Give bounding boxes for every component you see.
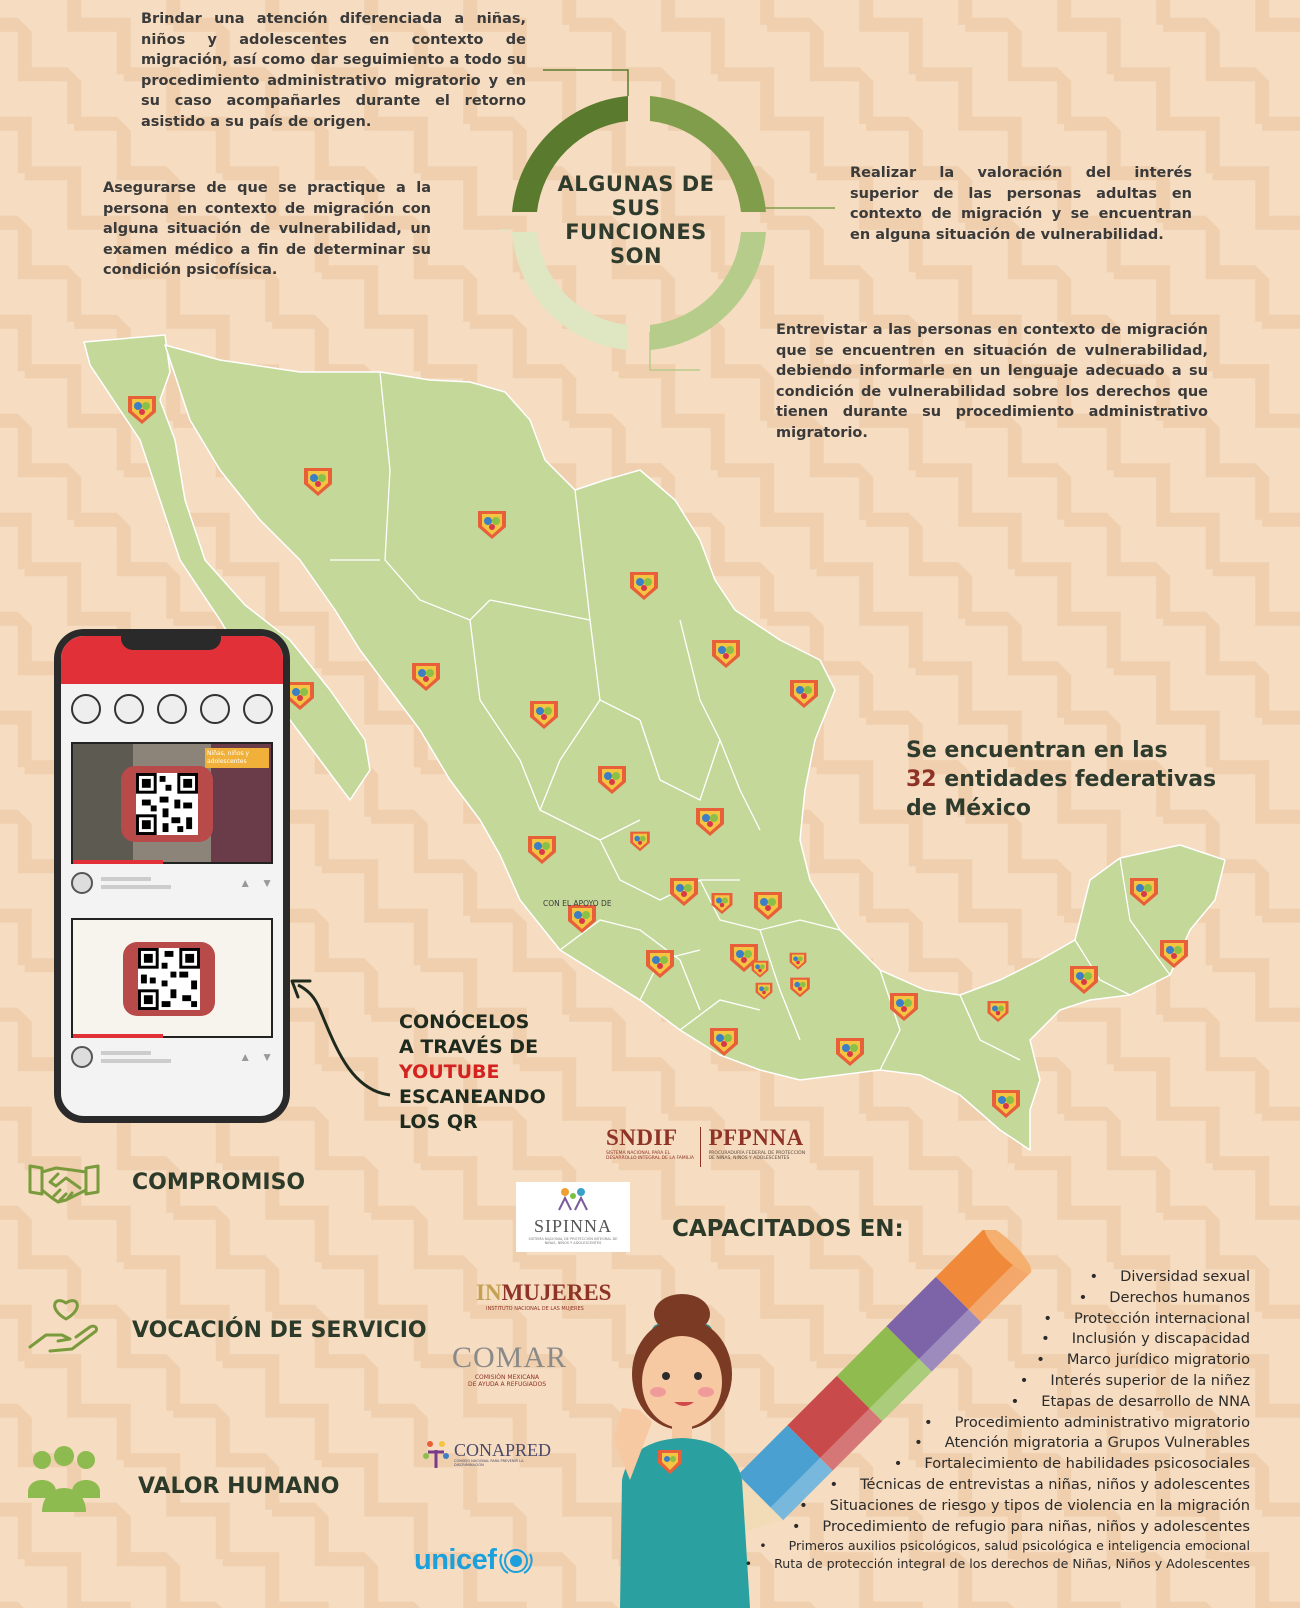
training-topic [690,1475,1250,1496]
meta-placeholder [101,1051,239,1063]
phone-mockup [54,629,290,1123]
qr-code-2[interactable] [123,942,215,1016]
training-title: CAPACITADOS EN: [672,1216,904,1242]
qr-code-1[interactable] [121,766,213,842]
topic-text: Procedimiento administrativo migratorio [954,1413,1250,1431]
function-text-1: Brindar una atención diferenciada a niñas, niños y adolescentes en contexto de migración, así como dar seguimiento a todo su procedimiento administrativo migratorio y en su caso acompañarles durante el retorno asistido a su país de origen. [141,11,526,130]
function-text-2: Asegurarse de que se practique a la persona en contexto de migración con alguna situación de vulnerabilidad, un examen médico a fin de determinar su condición psicofísica. [103,180,431,278]
bullet-icon: • [791,1517,801,1535]
presence-line-2: entidades federativas [944,767,1217,792]
logo-sndif: SNDIF [606,1125,678,1150]
training-topics-list [690,1267,1250,1573]
bullet-icon: • [1036,1351,1045,1369]
presence-statement [906,736,1226,823]
logo-unicef [414,1544,534,1577]
phone-header [61,636,283,684]
logo-inmujeres-a: IN [476,1280,502,1305]
training-topic [690,1392,1250,1413]
bullet-icon: • [1089,1268,1099,1285]
map-small-label: CON EL APOYO DE [543,899,612,908]
story-circle[interactable] [71,694,101,724]
bullet-icon: • [1019,1371,1029,1389]
logo-conapred-sub: CONSEJO NACIONAL PARA PREVENIR LA DISCRIMINACIÓN [454,1459,524,1467]
handshake-icon [28,1160,100,1208]
logo-pfpnna-sub: PROCURADURÍA FEDERAL DE PROTECCIÓN DE NIÑAS, NIÑOS Y ADOLESCENTES [708,1151,806,1161]
bullet-icon: • [893,1455,903,1473]
like-icon[interactable]: ▲ [239,876,252,890]
logo-inmujeres-b: MUJERES [501,1280,612,1305]
training-topic [690,1329,1250,1350]
value-humano: VALOR HUMANO [138,1474,340,1499]
story-circle[interactable] [157,694,187,724]
training-topic [690,1267,1250,1288]
video-thumbnail-1[interactable] [71,742,273,864]
training-topic [690,1454,1250,1475]
logo-sipinna-sub: SISTEMA NACIONAL DE PROTECCIÓN INTEGRAL DE NIÑAS, NIÑOS Y ADOLESCENTES [528,1237,618,1245]
topic-text: Fortalecimiento de habilidades psicosociales [924,1455,1250,1473]
story-circles [61,684,283,734]
topic-text: Etapas de desarrollo de NNA [1041,1392,1250,1410]
topic-text: Marco jurídico migratorio [1066,1351,1250,1369]
logo-pfpnna: PFPNNA [708,1125,804,1150]
training-topic [690,1496,1250,1517]
meta-placeholder [101,877,239,889]
unicef-globe-icon [498,1546,534,1576]
training-topic [690,1413,1250,1434]
presence-line-3: de México [906,796,1032,821]
topic-text: Situaciones de riesgo y tipos de violencia en la migración [829,1496,1250,1514]
meta-line [101,877,151,881]
training-topic [690,1309,1250,1330]
topic-text: Inclusión y discapacidad [1071,1330,1250,1348]
presence-number: 32 [906,767,937,792]
logo-sipinna-text: SIPINNA [533,1216,612,1236]
bullet-icon: • [1043,1309,1053,1327]
bullet-icon: • [914,1434,923,1452]
story-circle[interactable] [114,694,144,724]
group-people-icon [28,1446,100,1514]
channel-avatar[interactable] [71,1046,93,1068]
cta-line-4: ESCANEANDO [399,1086,546,1108]
dislike-icon[interactable]: ▼ [261,876,273,890]
cta-youtube[interactable]: YOUTUBE [399,1061,500,1083]
function-text-3: Realizar la valoración del interés superior de las personas adultas en contexto de migración y se encuentran en alguna situación de vulnerabilidad. [850,165,1192,243]
logo-unicef-text: unicef [414,1544,497,1576]
ring-title: ALGUNAS DE SUS FUNCIONES SON [557,172,715,268]
like-icon[interactable]: ▲ [239,1050,252,1064]
logo-sndif-pfpnna [606,1125,806,1167]
sipinna-figures-icon [553,1186,593,1212]
cta-line-1: CONÓCELOS [399,1011,530,1033]
topic-text: Ruta de protección integral de los derechos de Niñas, Niños y Adolescentes [774,1556,1250,1572]
topic-text: Atención migratoria a Grupos Vulnerables [944,1434,1250,1452]
logo-comar-sub2: DE AYUDA A REFUGIADOS [467,1381,547,1388]
video-caption-line-1: Niñas, niños y [207,750,250,757]
progress-bar [73,860,163,864]
training-topic [690,1537,1250,1555]
conapred-symbol-icon [420,1438,452,1470]
training-topic [690,1433,1250,1454]
cta-line-5: LOS QR [399,1111,478,1133]
video-thumbnail-2[interactable] [71,918,273,1038]
training-topic [690,1288,1250,1309]
logo-inmujeres-sub: INSTITUTO NACIONAL DE LAS MUJERES [486,1306,584,1312]
meta-line [101,1059,171,1063]
video-meta-2 [61,1038,283,1076]
bullet-icon: • [1010,1392,1020,1410]
qr-icon [138,948,200,1010]
bullet-icon: • [744,1556,753,1572]
qr-icon [136,773,198,835]
topic-text: Interés superior de la niñez [1050,1371,1250,1389]
bullet-icon: • [1078,1288,1088,1306]
video-meta-1 [61,864,283,902]
bullet-icon: • [799,1496,808,1514]
bullet-icon: • [923,1413,933,1431]
meta-line [101,885,171,889]
meta-line [101,1051,151,1055]
logo-divider [700,1127,701,1167]
logo-comar-sub1: COMISIÓN MEXICANA [474,1374,540,1381]
logo-comar [452,1341,568,1388]
video-caption-line-2: adolescentes [207,758,247,765]
bullet-icon: • [829,1475,839,1493]
progress-bar [73,1034,163,1038]
heart-hand-icon [28,1295,100,1359]
topic-text: Protección internacional [1074,1309,1250,1327]
topic-text: Procedimiento de refugio para niñas, niños y adolescentes [822,1517,1250,1535]
phone-notch [121,636,221,650]
value-compromiso: COMPROMISO [132,1170,306,1195]
dislike-icon[interactable]: ▼ [261,1050,273,1064]
channel-avatar[interactable] [71,872,93,894]
presence-line-1: Se encuentran en las [906,738,1168,763]
cta-line-2: A TRAVÉS DE [399,1036,539,1058]
story-circle[interactable] [200,694,230,724]
video-caption [205,748,269,768]
topic-text: Técnicas de entrevistas a niñas, niños y adolescentes [860,1475,1250,1493]
bullet-icon: • [1041,1330,1050,1348]
training-topic [690,1371,1250,1392]
topic-text: Primeros auxilios psicológicos, salud psicológica e inteligencia emocional [788,1538,1250,1554]
bullet-icon: • [759,1538,767,1554]
training-topic [690,1350,1250,1371]
logo-inmujeres [476,1280,611,1312]
function-text-4: Entrevistar a las personas en contexto de migración que se encuentren en situación de vulnerabilidad, debiendo informarle en un lenguaje adecuado a su condición de vulnerabilidad sobre los derechos que tienen durante su procedimiento administrativo migratorio. [776,322,1208,441]
topic-text: Diversidad sexual [1120,1268,1250,1285]
value-vocacion: VOCACIÓN DE SERVICIO [132,1318,427,1343]
logo-conapred [420,1438,551,1470]
youtube-cta [399,1010,546,1135]
training-topic [690,1555,1250,1573]
story-circle[interactable] [243,694,273,724]
topic-text: Derechos humanos [1109,1288,1250,1306]
logo-sndif-sub: SISTEMA NACIONAL PARA EL DESARROLLO INTEGRAL DE LA FAMILIA [606,1151,694,1161]
curved-arrow-icon [290,975,400,1105]
training-topic [690,1517,1250,1538]
logo-conapred-text: CONAPRED [454,1440,552,1460]
logo-comar-text: COMAR [452,1341,568,1374]
